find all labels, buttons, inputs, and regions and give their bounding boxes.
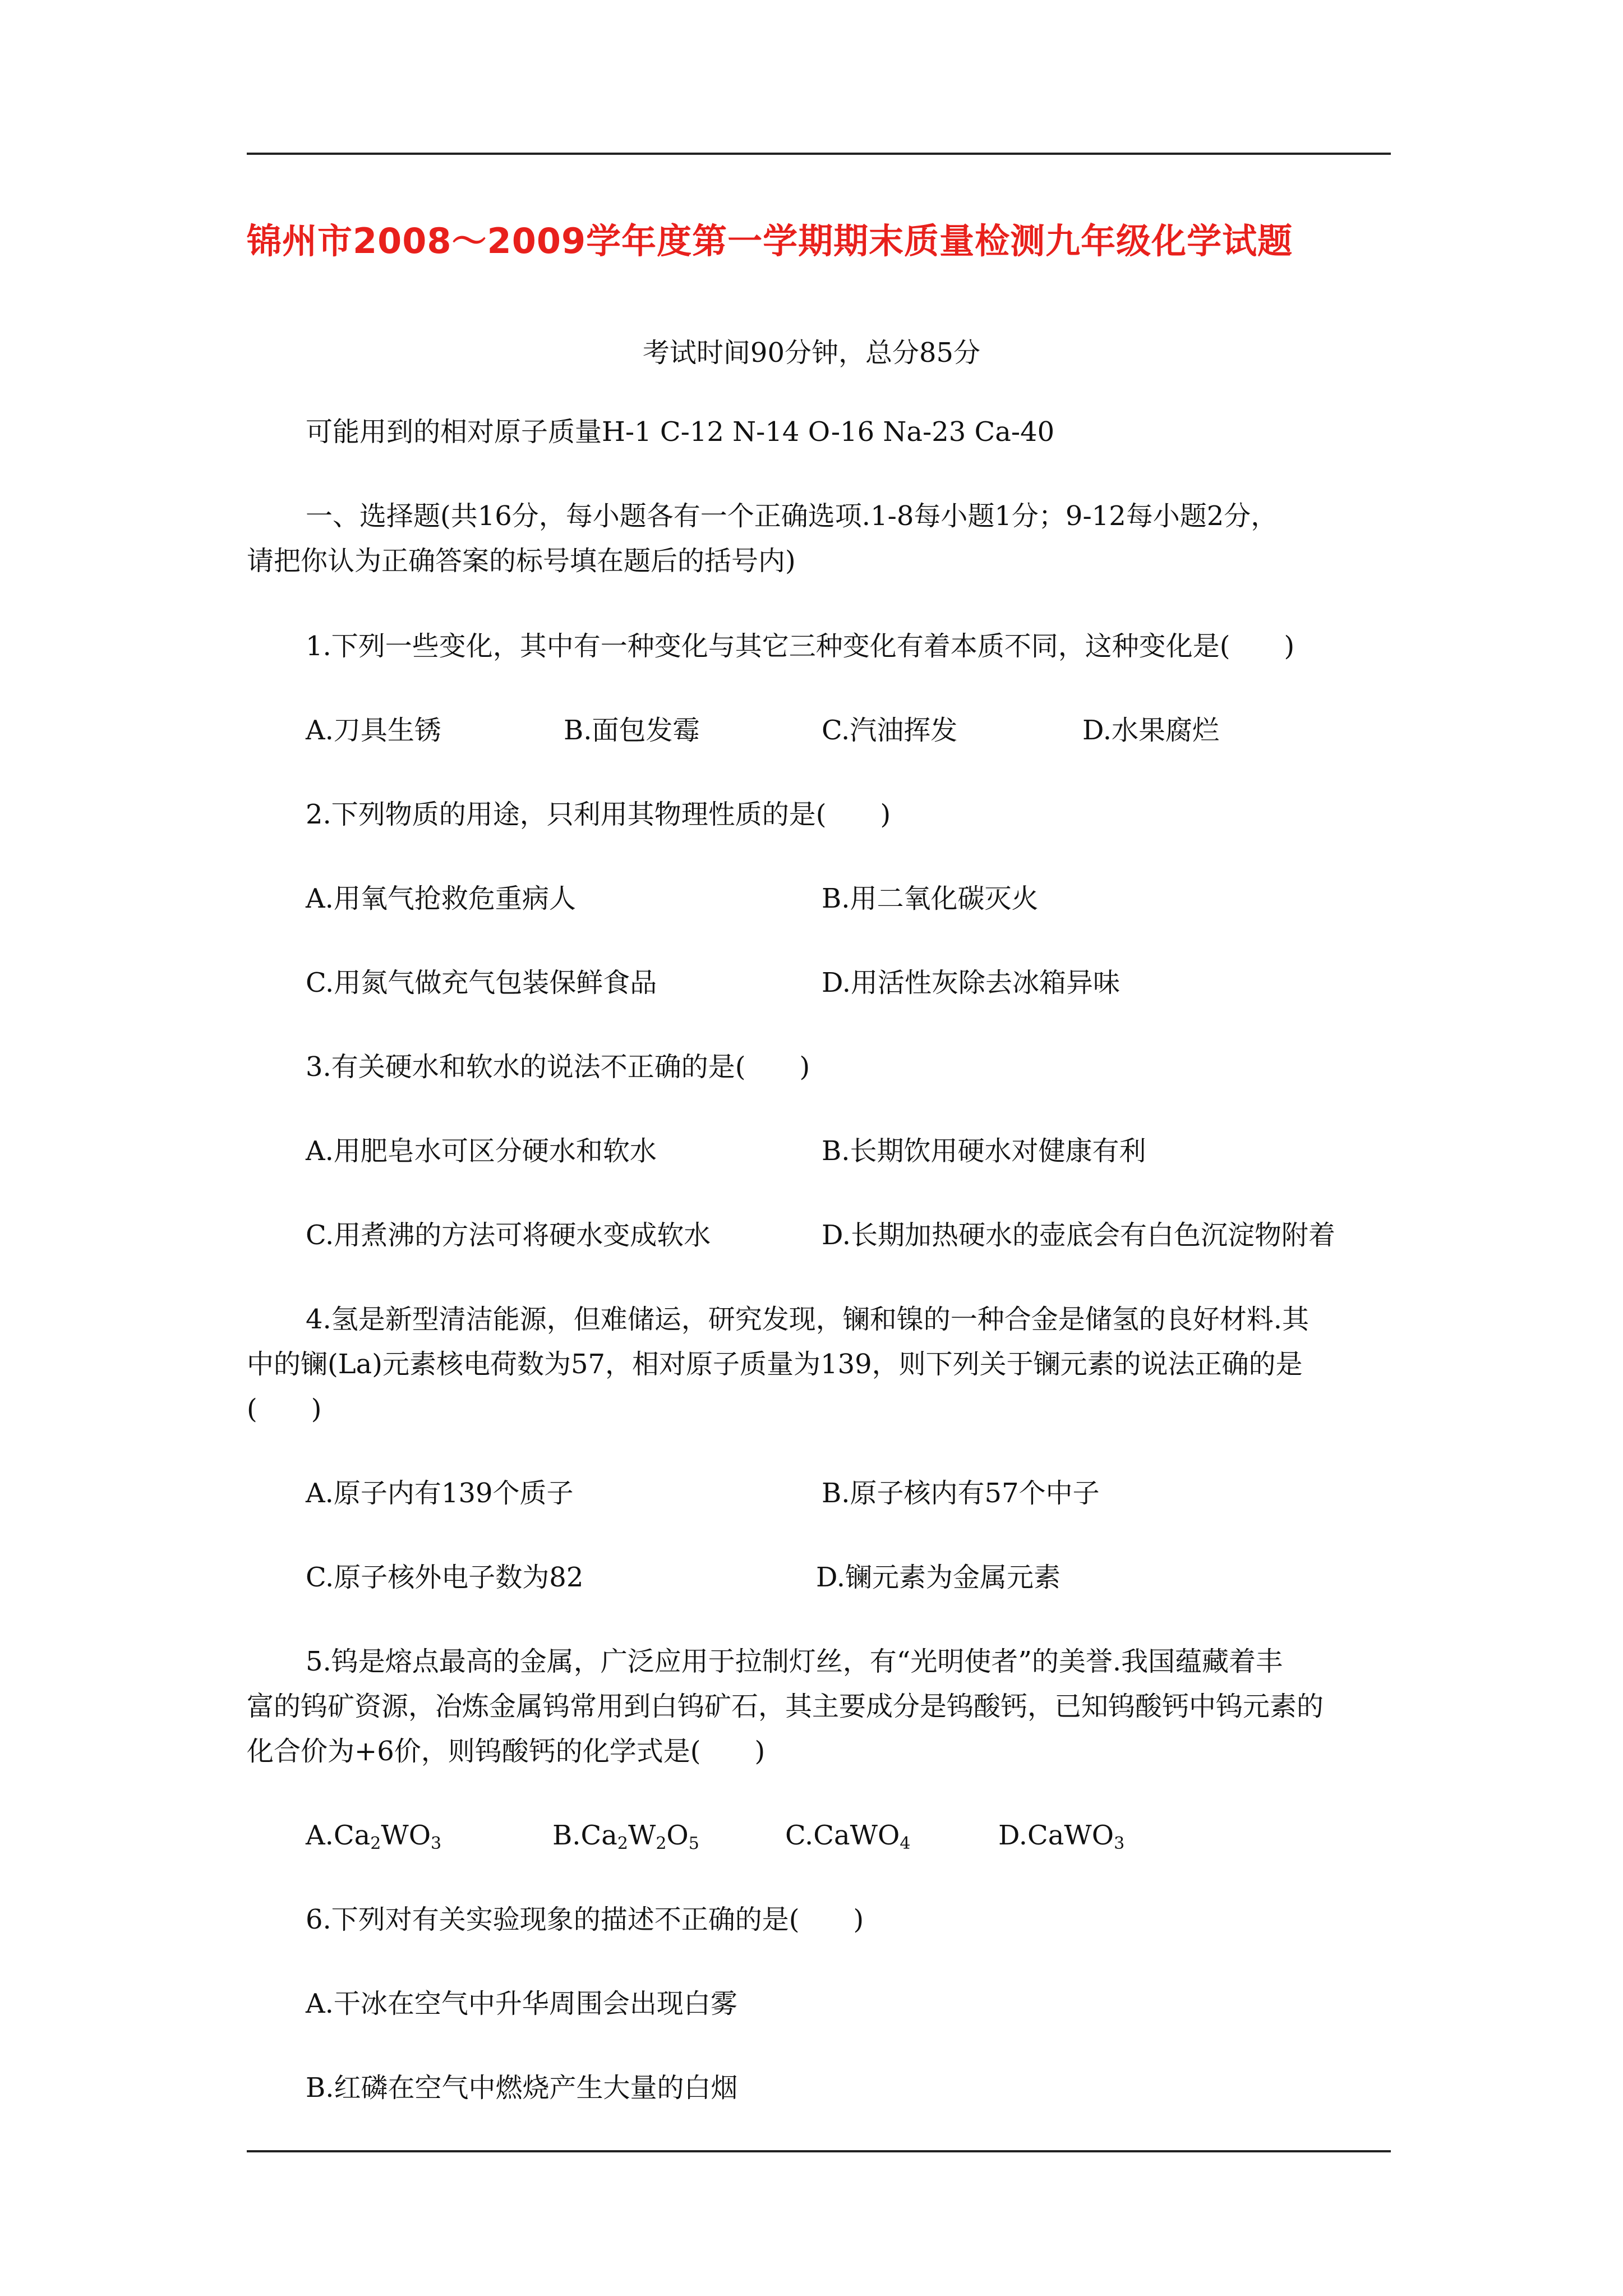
question-4-option-d: D.镧元素为金属元素 <box>816 1562 1061 1593</box>
exam-info: 考试时间90分钟，总分85分 <box>642 337 981 369</box>
question-5-option-d: D.CaWO$_3$ <box>998 1820 1125 1853</box>
question-3-option-d: D.长期加热硬水的壶底会有白色沉淀物附着 <box>822 1220 1336 1251</box>
question-5-stem-line-3: 化合价为+6价，则钨酸钙的化学式是( ) <box>247 1736 766 1767</box>
section-intro-line-2: 请把你认为正确答案的标号填在题后的括号内) <box>247 545 796 577</box>
question-2-stem: 2.下列物质的用途，只利用其物理性质的是( ) <box>306 799 891 830</box>
question-2-option-a: A.用氧气抢救危重病人 <box>306 883 576 914</box>
atomic-masses: 可能用到的相对原子质量H-1 C-12 N-14 O-16 Na-23 Ca-40 <box>306 416 1055 448</box>
question-1-option-d: D.水果腐烂 <box>1082 715 1220 746</box>
question-3-option-b: B.长期饮用硬水对健康有利 <box>822 1135 1146 1167</box>
section-intro-line-1: 一、选择题(共16分，每小题各有一个正确选项.1-8每小题1分；9-12每小题2分， <box>306 500 1278 532</box>
question-5-option-a: $A.Ca_2WO_3$ <box>306 1820 442 1853</box>
question-6-option-b: B.红磷在空气中燃烧产生大量的白烟 <box>306 2072 738 2104</box>
question-5-option-c: C.CaWO$_4$ <box>785 1820 911 1853</box>
question-6-option-a: A.干冰在空气中升华周围会出现白雾 <box>306 1988 737 2019</box>
question-5-option-b: $B.Ca_2W_2O_5$ <box>552 1820 699 1853</box>
question-1-option-c: C.汽油挥发 <box>822 715 958 746</box>
question-4-stem-line-1: 4.氢是新型清洁能源，但难储运，研究发现，镧和镍的一种合金是储氢的良好材料.其 <box>306 1304 1310 1335</box>
question-6-stem: 6.下列对有关实验现象的描述不正确的是( ) <box>306 1904 864 1935</box>
question-4-option-b: B.原子核内有57个中子 <box>822 1478 1100 1509</box>
question-5-stem-line-1: 5.钨是熔点最高的金属，广泛应用于拉制灯丝，有“光明使者”的美誉.我国蕴藏着丰 <box>306 1646 1283 1677</box>
question-4-stem-line-2: 中的镧(La)元素核电荷数为57，相对原子质量为139，则下列关于镧元素的说法正确的是 <box>247 1349 1303 1380</box>
question-2-option-c: C.用氮气做充气包装保鲜食品 <box>306 967 657 999</box>
question-2-option-d: D.用活性灰除去冰箱异味 <box>822 967 1121 999</box>
question-1-option-b: B.面包发霉 <box>564 715 700 746</box>
question-4-option-c: C.原子核外电子数为82 <box>306 1562 584 1593</box>
question-1-stem: 1.下列一些变化，其中有一种变化与其它三种变化有着本质不同，这种变化是( ) <box>306 631 1295 662</box>
header-rule <box>247 153 1391 155</box>
question-1-option-a: A.刀具生锈 <box>306 715 441 746</box>
page-title: 锦州市2008～2009学年度第一学期期末质量检测九年级化学试题 <box>247 220 1293 261</box>
question-2-option-b: B.用二氧化碳灭火 <box>822 883 1039 914</box>
question-4-option-a: A.原子内有139个质子 <box>306 1478 574 1509</box>
question-3-stem: 3.有关硬水和软水的说法不正确的是( ) <box>306 1051 810 1083</box>
question-4-stem-line-3: ( ) <box>247 1393 322 1425</box>
question-3-option-c: C.用煮沸的方法可将硬水变成软水 <box>306 1220 711 1251</box>
footer-rule <box>247 2150 1391 2152</box>
question-5-stem-line-2: 富的钨矿资源，冶炼金属钨常用到白钨矿石，其主要成分是钨酸钙，已知钨酸钙中钨元素的 <box>247 1691 1324 1722</box>
question-3-option-a: A.用肥皂水可区分硬水和软水 <box>306 1135 657 1167</box>
